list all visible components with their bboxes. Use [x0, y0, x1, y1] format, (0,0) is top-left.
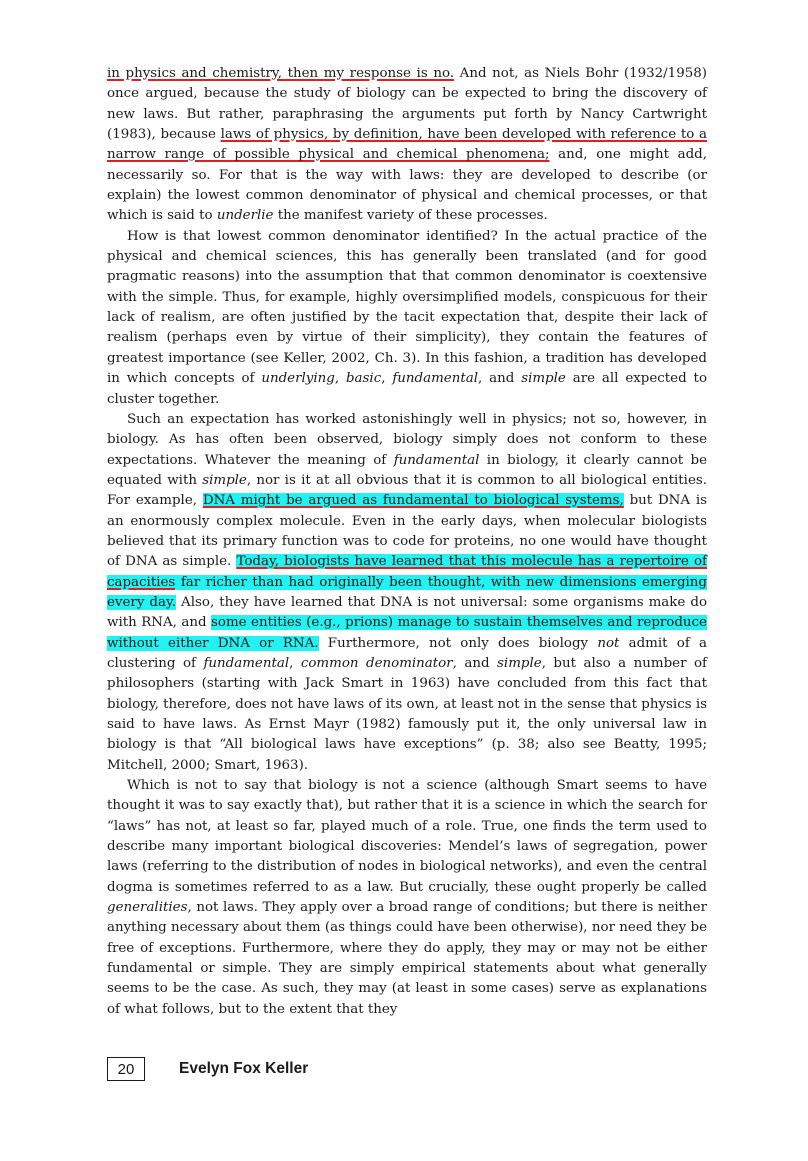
- text-run: the manifest variety of these processes.: [273, 208, 548, 224]
- page-footer: [107, 1056, 308, 1082]
- text-run: , but also a number of philosophers (starting with Jack Smart in 1963) have concluded from this fact that biology, therefore, does not have laws of its own, at least not in the sense that physics is said to have laws. As Ernst Mayr (1982) famously put it, the only universal law in biology is that “All biological laws have exceptions” (p. 38; also see Beatty, 1995; Mitchell, 2000; Smart, 1963).: [107, 655, 708, 773]
- text-run: and, one might add, necessarily so. For that is the way with laws: they are developed to describe (or explain) the lowest common denominator of physical and chemical processes, or that which is said to: [107, 147, 707, 224]
- italic-text: basic: [345, 371, 382, 387]
- text-run: ,: [381, 371, 393, 387]
- italic-text: simple: [497, 655, 542, 671]
- text-run: Also, they have learned that DNA is not universal: some organisms make do with RNA, and: [107, 594, 707, 631]
- text-run: in biology, it clearly cannot be equated with: [107, 452, 708, 488]
- italic-text: fundamental: [393, 452, 480, 468]
- highlighted-text: far richer than had originally been thought, with new dimensions emerging every day.: [107, 574, 707, 610]
- underlined-text: laws of physics, by definition, have been developed with reference to a narrow range of possible physical and chemical phenomena;: [107, 127, 707, 163]
- text-run: How is that lowest common denominator identified? In the actual practice of the physical and chemical sciences, this has generally been translated (and for good pragmatic reasons) into the assumption that that common denominator is coextensive with the simple. Thus, for example, highly oversimplified models, conspicuous for their lack of realism, are often justified by the tacit expectation that, despite their lack of realism (perhaps even by virtue of their simplicity), they contain the features of greatest importance (see Keller, 2002, Ch. 3). In this fashion, a tradition has developed in which concepts of: [107, 228, 707, 387]
- italic-text: common denominator: [300, 655, 453, 671]
- paragraph-4: [107, 776, 707, 1020]
- italic-text: not: [597, 635, 620, 651]
- text-run: Furthermore, not only does biology: [318, 635, 598, 651]
- page-number: 20: [107, 1057, 145, 1081]
- text-run: , and: [452, 655, 498, 671]
- text-run: ,: [334, 371, 346, 387]
- text-run: Such an expectation has worked astonishingly well in physics; not so, however, in biology. As has often been observed, biology simply does not conform to these expectations. Whatever the meaning of: [107, 411, 707, 468]
- text-run: , and: [478, 371, 522, 387]
- text-run: but DNA is an enormously complex molecule. Even in the early days, when molecular biologists believed that its primary function was to code for proteins, no one would have thought of DNA as simple.: [107, 493, 708, 570]
- highlighted-text: some entities (e.g., prions) manage to sustain themselves and reproduce without either DNA or RNA.: [107, 615, 707, 651]
- paragraph-3: [107, 410, 707, 776]
- underlined-text: in physics and chemistry, then my response is no.: [107, 66, 455, 81]
- italic-text: fundamental: [203, 655, 290, 671]
- paragraph-2: [107, 227, 707, 410]
- text-run: Which is not to say that biology is not a science (although Smart seems to have thought it was to say exactly that), but rather that it is a science in which the search for “laws” has not, at least so far, played much of a role. True, one finds the term used to describe many important biological discoveries: Mendel’s laws of segregation, power laws (referring to the distribution of nodes in biological networks), and even the central dogma is sometimes referred to as a law. But crucially, these ought properly be called: [107, 778, 707, 895]
- text-run: are all expected to cluster together.: [107, 371, 707, 407]
- italic-text: underlie: [216, 208, 274, 224]
- italic-text: simple: [521, 371, 566, 387]
- highlighted-underlined-text: DNA might be argued as fundamental to biological systems,: [202, 493, 624, 509]
- page-body: [107, 64, 707, 1020]
- italic-text: underlying: [261, 371, 335, 387]
- highlighted-underlined-text: Today, biologists have learned that this molecule has a repertoire of capacities: [107, 554, 707, 590]
- italic-text: simple: [202, 472, 247, 488]
- italic-text: fundamental: [392, 371, 478, 387]
- text-run: , nor is it at all obvious that it is common to all biological entities. For example,: [107, 472, 707, 509]
- text-run: ,: [289, 655, 301, 671]
- italic-text: generalities: [107, 900, 188, 916]
- text-run: admit of a clustering of: [107, 635, 707, 671]
- paragraph-1: [107, 64, 707, 227]
- running-author: Evelyn Fox Keller: [179, 1060, 309, 1077]
- text-run: , not laws. They apply over a broad range of conditions; but there is neither anything necessary about them (as things could have been otherwise), nor need they be free of exceptions. Furthermore, where they do apply, they may or may not be either fundamental or simple. They are simply empirical statements about what generally seems to be the case. As such, they may (at least in some cases) serve as explanations of what follows, but to the extent that they: [107, 900, 707, 1017]
- text-run: And not, as Niels Bohr (1932/1958) once argued, because the study of biology can be expected to bring the discovery of new laws. But rather, paraphrasing the arguments put forth by Nancy Cartwright (1983), because: [107, 66, 707, 143]
